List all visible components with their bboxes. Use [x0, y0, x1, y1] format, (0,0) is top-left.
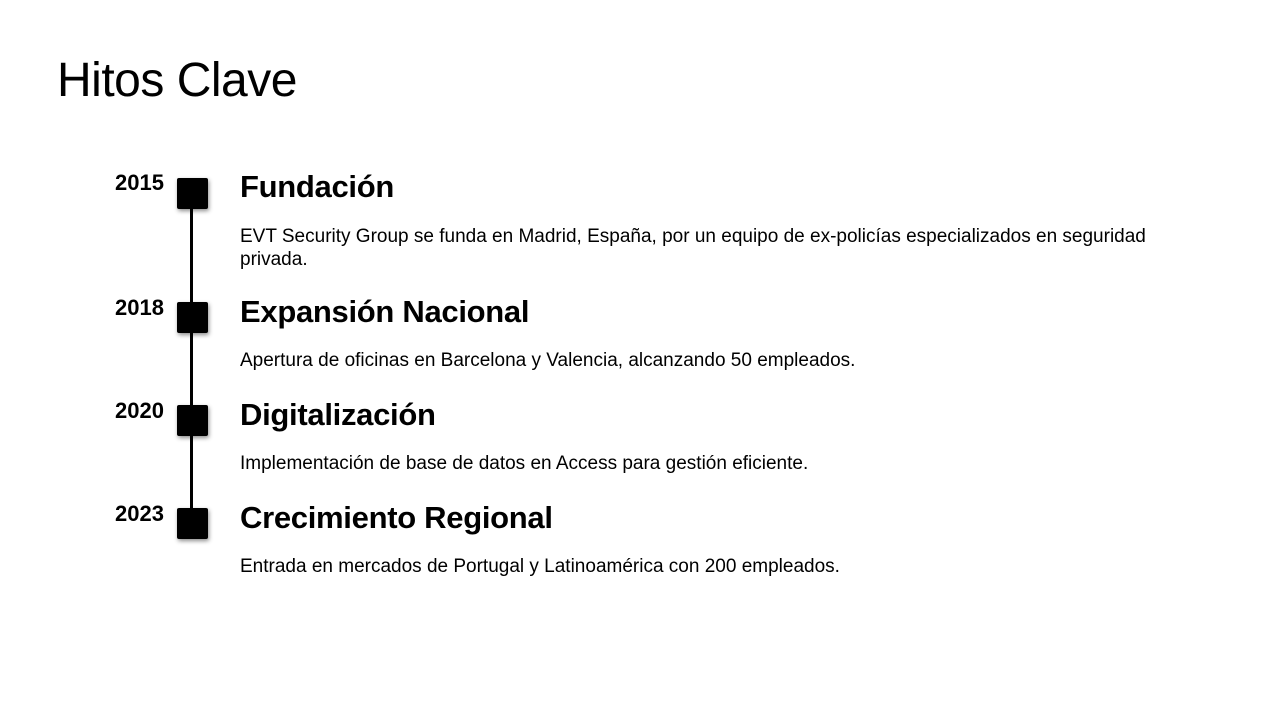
milestone-title: Crecimiento Regional: [240, 500, 553, 535]
milestone-marker: [177, 302, 208, 333]
milestone-marker: [177, 508, 208, 539]
milestone-description: Apertura de oficinas en Barcelona y Valencia, alcanzando 50 empleados.: [240, 350, 856, 371]
slide-title: Hitos Clave: [57, 54, 297, 107]
milestone-year: 2018: [115, 295, 164, 320]
milestone-marker: [177, 178, 208, 209]
milestone-marker: [177, 405, 208, 436]
milestone-year: 2023: [115, 501, 164, 526]
milestone-description: Entrada en mercados de Portugal y Latinoamérica con 200 empleados.: [240, 556, 840, 577]
milestone-year: 2020: [115, 398, 164, 423]
milestone-description: EVT Security Group se funda en Madrid, España, por un equipo de ex-policías especializados en seguridad privada.: [240, 226, 1146, 270]
milestone-title: Fundación: [240, 169, 395, 204]
milestone-title: Digitalización: [240, 397, 436, 432]
milestone-year: 2015: [115, 170, 164, 195]
timeline-line: [190, 193, 193, 523]
milestone-title: Expansión Nacional: [240, 294, 530, 329]
milestone-description: Implementación de base de datos en Access para gestión eficiente.: [240, 453, 809, 474]
